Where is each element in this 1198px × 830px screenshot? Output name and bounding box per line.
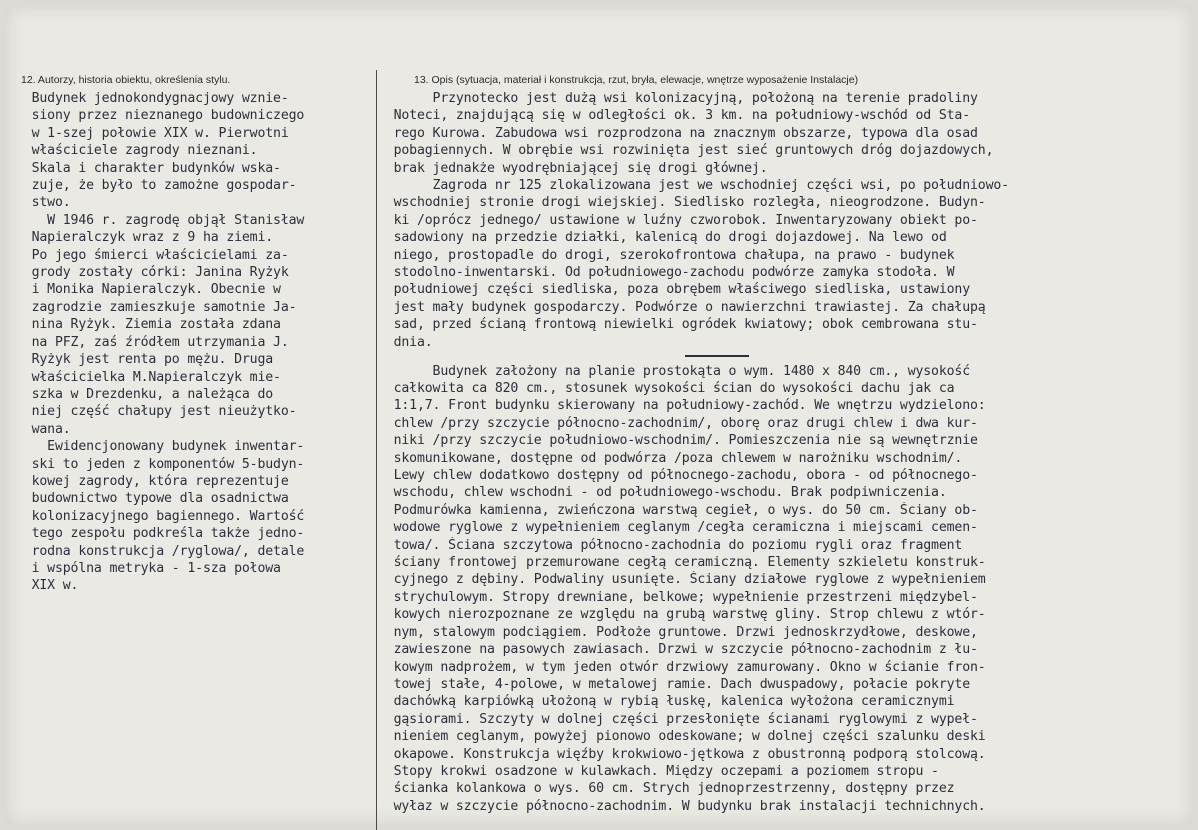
text-line: stodolno-inwentarski. Od południowego-zachodu podwórze zamyka stodoła. W <box>378 265 955 281</box>
history-column <box>16 90 374 595</box>
description-column <box>378 90 1168 815</box>
text-line: niego, prostopadle do drogi, szerokofrontowa chałupa, na prawo - budynek <box>378 247 955 263</box>
text-line: ki /oprócz jednego/ ustawione w luźny czworobok. Inwentaryzowany obiekt po- <box>378 212 978 228</box>
text-line: pobagiennych. W obrębie wsi rozwinięta jest sieć gruntowych dróg dojazdowych, <box>378 143 994 159</box>
text-line: nina Ryżyk. Ziemia została zdana <box>16 317 281 333</box>
text-line: i Monika Napieralczyk. Obecnie w <box>16 282 281 298</box>
text-line: szka w Drezdenku, a należąca do <box>16 386 274 402</box>
text-line: niki /przy szczycie południowo-wschodnim/. Pomieszczenia nie są wewnętrznie <box>378 433 978 449</box>
right-column-header: 13. Opis (sytuacja, materiał i konstrukcja, rzut, bryła, elewacje, wnętrze wyposażenie Instalacje) <box>414 74 859 86</box>
text-line: sadowiony na przedzie działki, kalenicą do drogi dojazdowej. Na lewo od <box>378 230 947 246</box>
text-line: ski to jeden z komponentów 5-budyn- <box>16 456 305 472</box>
left-column-header: 12. Autorzy, historia obiektu, określenia stylu. <box>21 74 231 86</box>
text-line: ściany frontowej przemurowane cegłą ceramiczną. Elementy szkieletu konstruk- <box>378 555 986 571</box>
text-line: Skala i charakter budynków wska- <box>16 160 281 176</box>
text-line: cyjnego z dębiny. Podwaliny usunięte. Ściany działowe ryglowe z wypełnieniem <box>378 572 986 588</box>
text-line: brak jednakże wyodrębniającej się drogi głównej. <box>378 160 768 176</box>
text-line: Lewy chlew dodatkowo dostępny od północnego-zachodu, obora - od północnego- <box>378 468 978 484</box>
text-line: zuje, że było to zamożne gospodar- <box>16 178 297 194</box>
section-separator <box>685 355 749 357</box>
text-line: Przynotecko jest dużą wsi kolonizacyjną, położoną na terenie pradoliny <box>378 91 978 106</box>
text-line: i wspólna metryka - 1-sza połowa <box>16 560 281 576</box>
text-line: właścicielka M.Napieralczyk mie- <box>16 369 281 385</box>
text-line: dachówką karpiówką ułożoną w rybią łuskę, kalenica wyłożona ceramicznymi <box>378 694 955 710</box>
column-divider <box>376 70 377 830</box>
text-line: w 1-szej połowie XIX w. Pierwotni <box>16 125 289 141</box>
text-line: zawieszone na pasowych zawiasach. Drzwi w szczycie północno-zachodnim z łu- <box>378 642 978 658</box>
text-line: Ryżyk jest renta po mężu. Druga <box>16 352 274 368</box>
text-line: nieniem ceglanym, powyżej pionowo odeskowane; w dolnej części szalunku deski <box>378 729 986 745</box>
text-line: na PFZ, zaś źródłem utrzymania J. <box>16 334 289 350</box>
text-line: stwo. <box>16 195 71 211</box>
text-line: budownictwo typowe dla osadnictwa <box>16 491 289 507</box>
text-line: jest mały budynek gospodarczy. Podwórze o nawierzchni trawiastej. Za chałupą <box>378 299 986 315</box>
text-line: tego zespołu podkreśla także jedno- <box>16 526 305 542</box>
text-line: południowej części siedliska, poza obrębem właściwego siedliska, ustawiony <box>378 282 971 298</box>
text-line: skomunikowane, dostępne od podwórza /poza chlewem w narożniku wschodnim/. <box>378 450 963 466</box>
text-line: niej część chałupy jest nieużytko- <box>16 404 297 420</box>
text-line: ścianka kolankowa o wys. 60 cm. Strych jednoprzestrzenny, dostępny przez <box>378 781 955 797</box>
text-line: Noteci, znajdującą się w odległości ok. 3 km. na południowy-wschód od Sta- <box>378 108 971 124</box>
text-line: sad, przed ścianą frontową niewielki ogródek kwiatowy; obok cembrowana stu- <box>378 317 978 333</box>
text-line: kowym nadprożem, w tym jeden otwór drzwiowy zamurowany. Okno w ścianie fron- <box>378 659 986 675</box>
text-line: Podmurówka kamienna, zwieńczona warstwą cegieł, o wys. do 50 cm. Ściany ob- <box>378 502 978 518</box>
text-line: właściciele zagrody nieznani. <box>16 143 258 159</box>
text-line: W 1946 r. zagrodę objął Stanisław <box>16 212 305 228</box>
text-line: Ewidencjonowany budynek inwentar- <box>16 439 305 455</box>
text-line: rego Kurowa. Zabudowa wsi rozprodzona na znacznym obszarze, typowa dla osad <box>378 125 978 141</box>
text-line: kolonizacyjnego bagiennego. Wartość <box>16 508 305 524</box>
text-line: towa/. Ściana szczytowa północno-zachodnia do poziomu rygli oraz fragment <box>378 537 963 553</box>
text-line: rodna konstrukcja /ryglowa/, detale <box>16 543 305 559</box>
text-line: wodowe ryglowe z wypełnieniem ceglanym /cegła ceramiczna i miejscami cemen- <box>378 520 978 536</box>
text-line: Budynek założony na planie prostokąta o wym. 1480 x 840 cm., wysokość <box>378 363 971 379</box>
document-sheet <box>6 6 1192 825</box>
building-description-paragraph <box>378 363 1168 816</box>
text-line: kowej zagrody, która reprezentuje <box>16 473 289 489</box>
text-line: XIX w. <box>16 578 79 594</box>
text-line: wschodu, chlew wschodni - od południowego-wschodu. Brak podpiwniczenia. <box>378 485 947 501</box>
text-line: Zagroda nr 125 zlokalizowana jest we wschodniej części wsi, po południowo- <box>378 178 1009 194</box>
text-line: siony przez nieznanego budowniczego <box>16 108 305 124</box>
text-line: Stopy krokwi osadzone w kulawkach. Między oczepami a poziomem stropu - <box>378 763 939 779</box>
text-line: dnia. <box>378 334 433 350</box>
text-line: towej stałe, 4-polowe, w metalowej ramie. Dach dwuspadowy, połacie pokryte <box>378 676 971 692</box>
text-line: strychulowym. Stropy drewniane, belkowe; wypełnienie przestrzeni międzybel- <box>378 589 978 605</box>
text-line: grody zostały córki: Janina Ryżyk <box>16 265 289 281</box>
text-line: chlew /przy szczycie północno-zachodnim/, oborę oraz drugi chlew i dwa kur- <box>378 415 978 431</box>
text-line: wschodniej stronie drogi wiejskiej. Siedlisko rozległa, nieogrodzone. Budyn- <box>378 195 986 211</box>
text-line: wana. <box>16 421 71 437</box>
text-line: wyłaz w szczycie północno-zachodnim. W budynku brak instalacji technichnych. <box>378 798 986 814</box>
text-line: Napieralczyk wraz z 9 ha ziemi. <box>16 230 274 246</box>
location-paragraph <box>378 90 1168 351</box>
text-line: gąsiorami. Szczyty w dolnej części przesłonięte ścianami ryglowymi z wypeł- <box>378 711 978 727</box>
text-line: okapowe. Konstrukcja więźby krokwiowo-jętkowa z obustronną podporą stolcową. <box>378 746 986 762</box>
text-line: nym, stalowym podciągiem. Podłoże gruntowe. Drzwi jednoskrzydłowe, deskowe, <box>378 624 978 640</box>
text-line: całkowita ca 820 cm., stosunek wysokości ścian do wysokości dachu jak ca <box>378 381 955 396</box>
text-line: Po jego śmierci właścicielami za- <box>16 247 289 263</box>
text-line: kowych nierozpoznane ze względu na grubą warstwę gliny. Strop chlewu z wtór- <box>378 607 986 623</box>
text-line: zagrodzie zamieszkuje samotnie Ja- <box>16 299 297 315</box>
text-line: 1:1,7. Front budynku skierowany na południowy-zachód. We wnętrzu wydzielono: <box>378 398 986 414</box>
text-line: Budynek jednokondygnacjowy wznie- <box>16 91 289 106</box>
